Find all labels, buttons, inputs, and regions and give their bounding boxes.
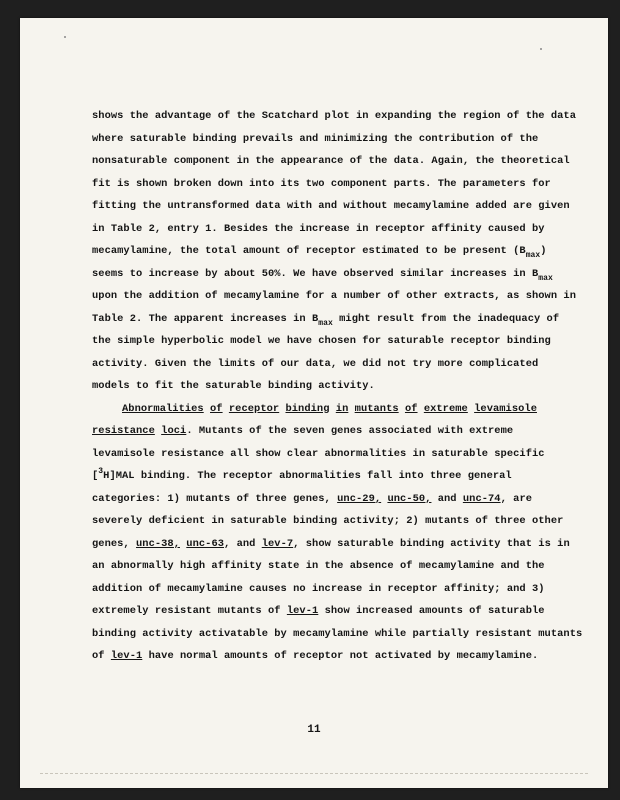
text-line bbox=[92, 375, 562, 398]
text-line bbox=[92, 623, 583, 646]
text-line bbox=[92, 443, 562, 466]
text: Table 2. The apparent increases in B bbox=[92, 312, 319, 325]
text-line bbox=[92, 240, 562, 263]
heading-word: mutants bbox=[354, 402, 399, 415]
text-line bbox=[92, 128, 562, 151]
heading-word: binding bbox=[285, 402, 330, 415]
text-line bbox=[92, 308, 562, 331]
text: and bbox=[431, 492, 463, 505]
text: severely deficient in saturable binding activity; 2) mutants of three other bbox=[92, 515, 564, 527]
text: binding activity activatable by mecamylamine while partially resistant mutants bbox=[92, 627, 583, 640]
subscript: max bbox=[538, 273, 553, 283]
gene-name: unc-29, bbox=[337, 492, 382, 505]
heading-word: receptor bbox=[228, 402, 280, 415]
subscript: max bbox=[318, 318, 333, 328]
heading-word: resistance bbox=[92, 425, 155, 437]
text-line bbox=[92, 173, 562, 196]
text: H]MAL binding. The receptor abnormalities fall into three general bbox=[103, 470, 512, 482]
heading-word: Abnormalities bbox=[122, 402, 204, 415]
text: shows the advantage of the Scatchard plot in expanding the region of the data bbox=[92, 110, 576, 122]
text-line bbox=[92, 285, 576, 308]
text: [ bbox=[92, 470, 99, 482]
section-heading-line bbox=[92, 398, 562, 421]
page-number: 11 bbox=[307, 724, 321, 736]
text: show increased amounts of saturable bbox=[318, 605, 545, 617]
gene-name: unc-50, bbox=[387, 492, 432, 505]
document-page bbox=[20, 18, 608, 788]
text: , and bbox=[224, 537, 262, 550]
text-line bbox=[92, 555, 562, 578]
text: , are bbox=[500, 492, 533, 505]
gene-name: lev-7 bbox=[261, 537, 294, 550]
text-line bbox=[92, 353, 562, 376]
superscript: 3 bbox=[98, 467, 104, 476]
text-line bbox=[92, 510, 562, 533]
paper-speck bbox=[540, 48, 542, 50]
text-line bbox=[92, 533, 570, 556]
text: addition of mecamylamine causes no increase in receptor affinity; and 3) bbox=[92, 582, 545, 595]
gene-name: unc-38, bbox=[136, 537, 180, 550]
text: of bbox=[92, 650, 111, 662]
text-line bbox=[92, 420, 562, 443]
text-line bbox=[92, 150, 570, 173]
text: fitting the untransformed data with and without mecamylamine added are given bbox=[92, 200, 570, 212]
text-line bbox=[92, 465, 562, 488]
text: levamisole resistance all show clear abnormalities in saturable specific bbox=[92, 447, 545, 460]
subscript: max bbox=[525, 251, 541, 260]
text: extremely resistant mutants of bbox=[92, 605, 287, 617]
text-line bbox=[92, 488, 562, 511]
text-line bbox=[92, 218, 562, 241]
text: , show saturable binding activity that is in bbox=[293, 537, 570, 550]
text: the simple hyperbolic model we have chosen for saturable receptor binding bbox=[92, 335, 551, 347]
heading-word: in bbox=[335, 402, 349, 415]
text: genes, bbox=[92, 537, 136, 550]
text-line bbox=[92, 645, 562, 668]
text: where saturable binding prevails and minimizing the contribution of the bbox=[92, 132, 539, 145]
text: an abnormally high affinity state in the absence of mecamylamine and the bbox=[92, 560, 545, 572]
scan-edge-line bbox=[40, 773, 588, 774]
text: in Table 2, entry 1. Besides the increase in receptor affinity caused by bbox=[92, 222, 545, 235]
text-line bbox=[92, 105, 576, 128]
text: seems to increase by about 50%. We have observed similar increases in B bbox=[92, 267, 539, 280]
text: categories: 1) mutants of three genes, bbox=[92, 492, 338, 505]
text: might result from the inadequacy of bbox=[332, 312, 560, 325]
gene-name: lev-1 bbox=[286, 605, 319, 617]
gene-name: unc-74 bbox=[462, 492, 501, 505]
paper-speck bbox=[64, 36, 66, 38]
heading-word: of bbox=[404, 402, 418, 415]
text: upon the addition of mecamylamine for a number of other extracts, as shown in bbox=[92, 290, 576, 302]
text-line bbox=[92, 578, 562, 601]
heading-word: levamisole bbox=[474, 402, 537, 415]
gene-name: lev-1 bbox=[110, 650, 143, 662]
text-line bbox=[92, 263, 562, 286]
text-line bbox=[92, 600, 562, 623]
text: activity. Given the limits of our data, we did not try more complicated bbox=[92, 357, 539, 370]
text: mecamylamine, the total amount of receptor estimated to be present (B bbox=[92, 245, 526, 257]
heading-word: loci bbox=[161, 425, 187, 437]
text: models to fit the saturable binding activity. bbox=[92, 380, 375, 392]
text-line bbox=[92, 195, 570, 218]
text-line bbox=[92, 330, 562, 353]
heading-word: extreme bbox=[423, 402, 468, 415]
text: ) bbox=[540, 245, 547, 257]
text: . Mutants of the seven genes associated with extreme bbox=[186, 425, 514, 437]
heading-word: of bbox=[210, 402, 223, 415]
text: fit is shown broken down into its two component parts. The parameters for bbox=[92, 177, 551, 190]
gene-name: unc-63 bbox=[186, 537, 225, 550]
body-text bbox=[92, 105, 583, 668]
text: have normal amounts of receptor not activated by mecamylamine. bbox=[142, 650, 539, 662]
text: nonsaturable component in the appearance of the data. Again, the theoretical bbox=[92, 155, 570, 167]
